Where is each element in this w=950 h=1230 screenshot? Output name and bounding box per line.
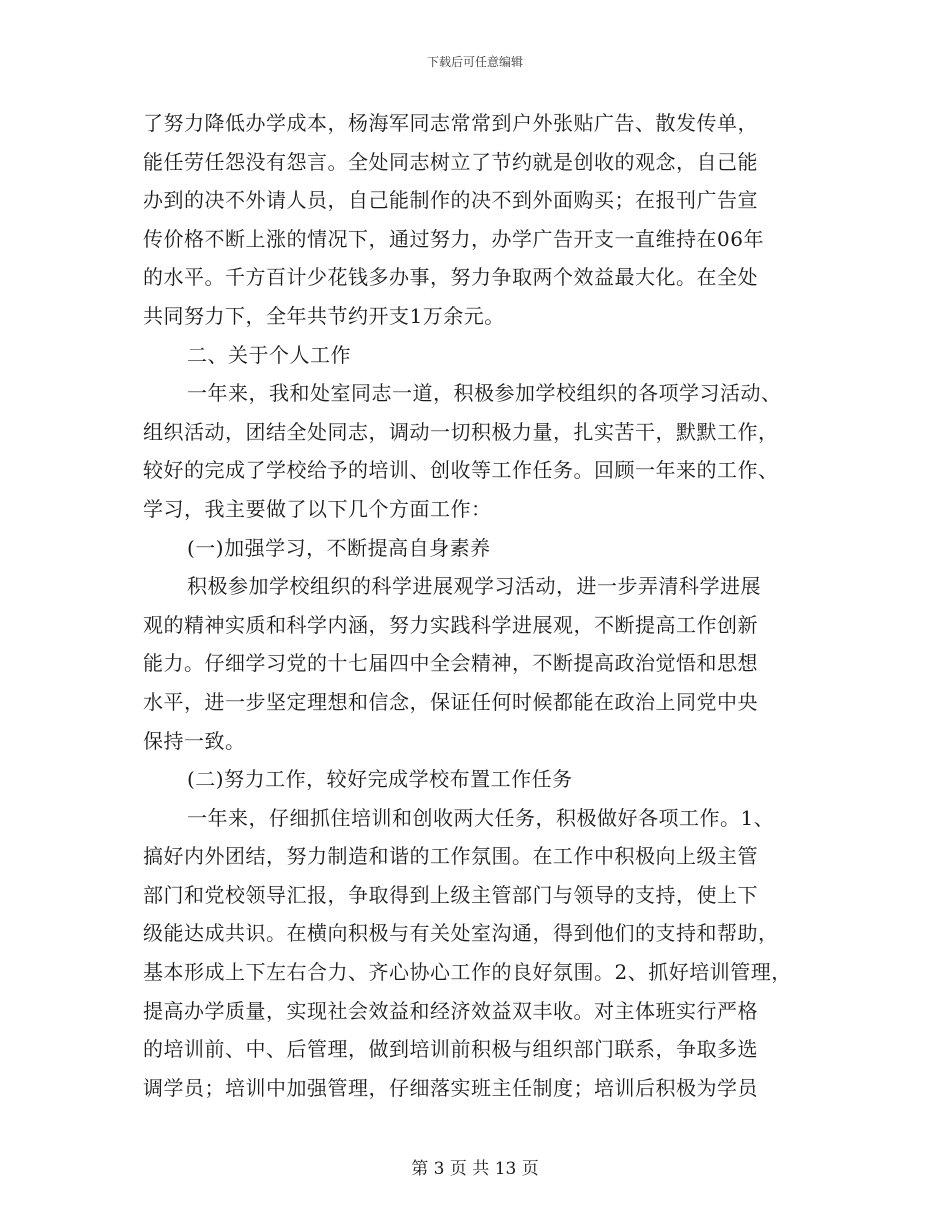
text-line: 较好的完成了学校给予的培训、创收等工作任务。回顾一年来的工作、 [143,458,779,483]
text-line: 提高办学质量，实现社会效益和经济效益双丰收。对主体班实行严格 [143,998,758,1023]
text-line: 搞好内外团结，努力制造和谐的工作氛围。在工作中积极向上级主管 [143,844,758,869]
text-line: 保持一致。 [143,728,246,753]
text-line: 二、关于个人工作 [187,342,351,367]
text-line: 办到的决不外请人员，自己能制作的决不到外面购买；在报刊广告宣 [143,188,758,213]
document-body [143,104,813,1107]
text-line: 的培训前、中、后管理，做到培训前积极与组织部门联系，争取多选 [143,1037,758,1062]
text-line: 的水平。千方百计少花钱多办事，努力争取两个效益最大化。在全处 [143,265,758,290]
page-header: 下载后可任意编辑 [426,55,523,69]
text-line: 部门和党校领导汇报，争取得到上级主管部门与领导的支持，使上下 [143,882,758,907]
text-line: 级能达成共识。在横向积极与有关处室沟通，得到他们的支持和帮助， [143,921,779,946]
text-line: (二)努力工作，较好完成学校布置工作任务 [187,767,573,792]
text-line: 观的精神实质和科学内涵，努力实践科学进展观，不断提高工作创新 [143,612,758,637]
text-line: (一)加强学习，不断提高自身素养 [187,535,491,560]
text-line: 学习，我主要做了以下几个方面工作： [143,496,492,521]
text-line: 能力。仔细学习党的十七届四中全会精神，不断提高政治觉悟和思想 [143,651,758,676]
text-line: 能任劳任怨没有怨言。全处同志树立了节约就是创收的观念，自己能 [143,149,758,174]
text-line: 积极参加学校组织的科学进展观学习活动，进一步弄清科学进展 [187,574,761,599]
text-line: 共同努力下，全年共节约开支1万余元。 [143,303,505,328]
text-line: 了努力降低办学成本，杨海军同志常常到户外张贴广告、散发传单， [143,111,758,135]
text-line: 调学员；培训中加强管理，仔细落实班主任制度；培训后积极为学员 [143,1075,758,1100]
text-line: 组织活动，团结全处同志，调动一切积极力量，扎实苦干，默默工作， [143,419,779,444]
text-line: 一年来，我和处室同志一道，积极参加学校组织的各项学习活动、 [187,381,782,406]
text-line: 传价格不断上涨的情况下，通过努力，办学广告开支一直维持在06年 [143,226,764,251]
text-line: 水平，进一步坚定理想和信念，保证任何时候都能在政治上同党中央 [143,689,758,714]
text-line: 一年来，仔细抓住培训和创收两大任务，积极做好各项工作。1、 [187,805,775,830]
text-line: 基本形成上下左右合力、齐心协心工作的良好氛围。2、抓好培训管理， [143,960,792,985]
page-number-footer: 第 3 页 共 13 页 [411,1159,539,1179]
